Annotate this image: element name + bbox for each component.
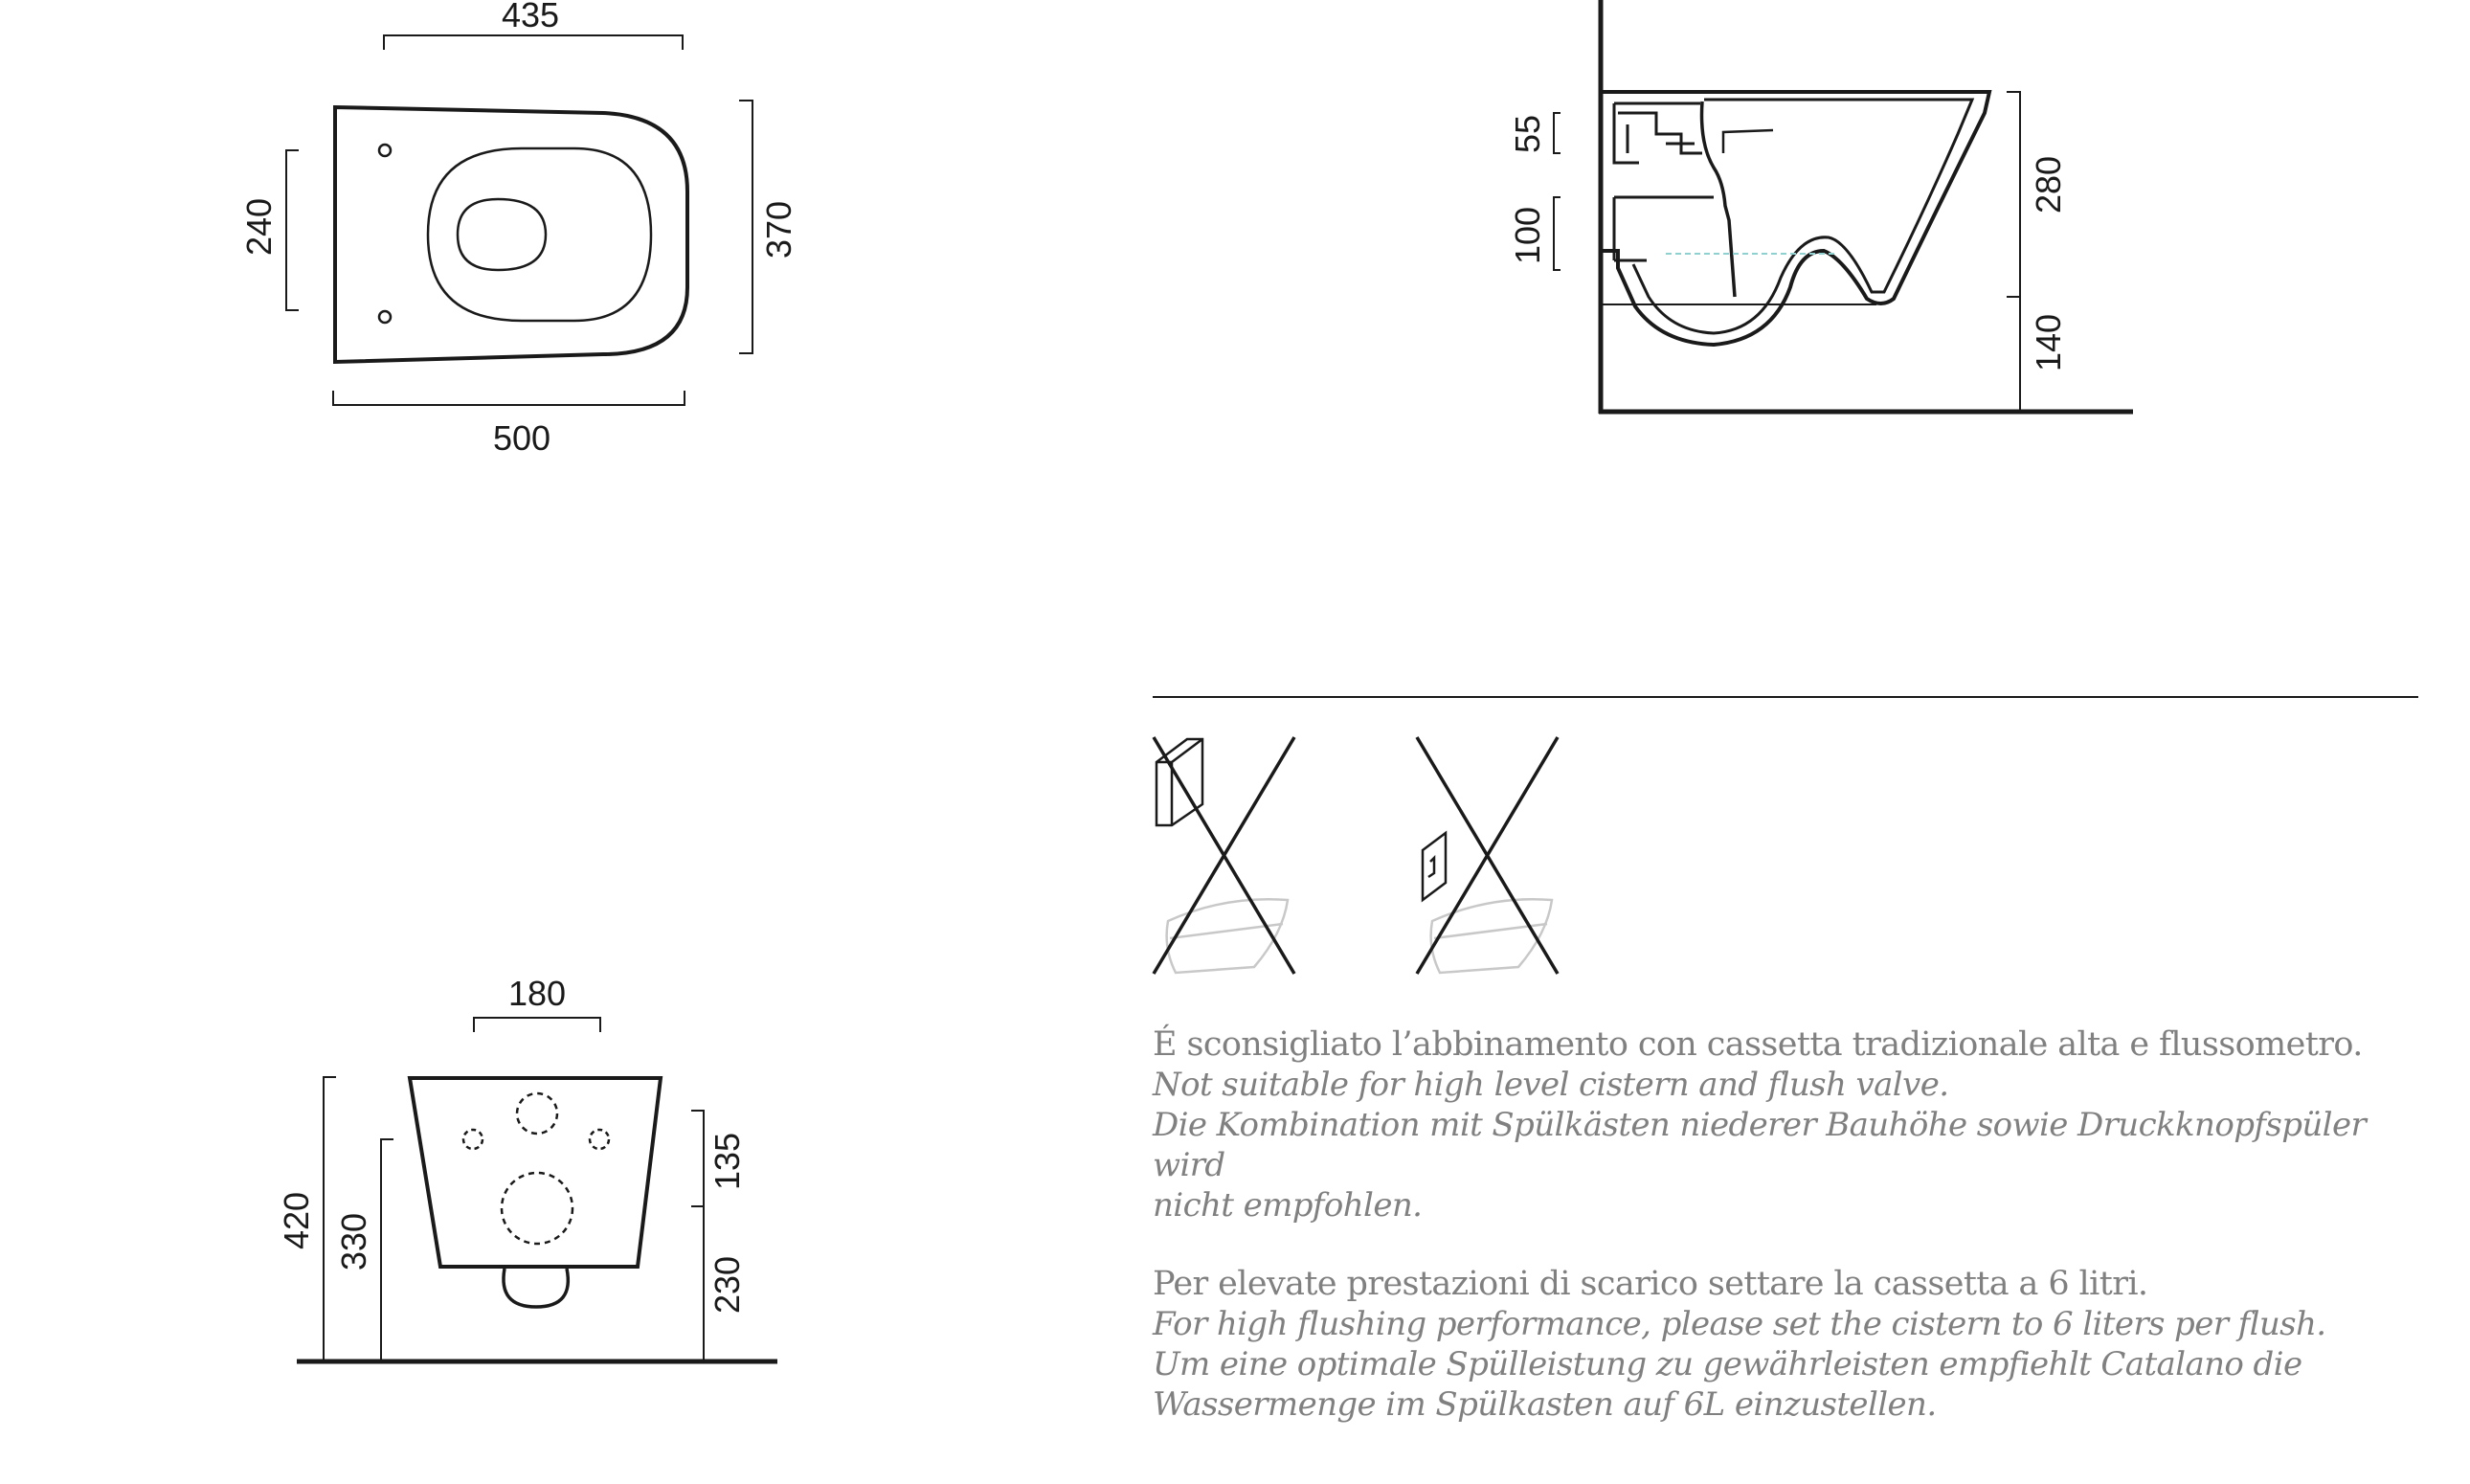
rear-view [297, 1018, 777, 1361]
cross-mark-right [1417, 737, 1558, 974]
top-view-dim-line-435 [384, 35, 683, 50]
top-view-dim-line-500 [333, 391, 685, 405]
rear-view-dim-230: 230 [707, 1255, 747, 1315]
note1-german-line2: nicht empfohlen. [1153, 1186, 1423, 1225]
top-view-dim-500: 500 [492, 418, 551, 458]
cross-mark-left [1154, 737, 1294, 974]
rear-view-dim-line-135-230 [691, 1111, 704, 1361]
flush-valve-not-suitable-icon [1417, 737, 1558, 974]
side-view-inlet [1614, 103, 1702, 163]
note1-italian: É sconsigliato l’abbinamento con cassetta tradizionale alta e flussometro. [1153, 1025, 2363, 1064]
top-view-fixing-hole-bottom [379, 311, 391, 323]
top-view-dim-line-370 [739, 101, 752, 353]
rear-view-fixing-hole-right [590, 1130, 609, 1149]
rear-view-dim-330: 330 [334, 1212, 373, 1271]
side-view-dim-55: 55 [1508, 114, 1547, 154]
rear-view-outlet-hole [502, 1173, 573, 1244]
rear-view-dim-420: 420 [277, 1191, 316, 1250]
top-view-dim-370: 370 [759, 200, 798, 259]
rear-view-dim-135: 135 [707, 1132, 747, 1191]
side-view-bowl-outer [1601, 92, 1989, 345]
side-view-dim-line-55 [1554, 113, 1561, 153]
installation-notes [1153, 1024, 2416, 1425]
flush-valve-plate [1423, 833, 1446, 900]
rear-view-dim-line-330 [381, 1139, 393, 1361]
top-view-rim-opening [428, 148, 651, 321]
top-view-dim-435: 435 [501, 0, 560, 34]
side-view-bowl-inner [1633, 100, 1972, 333]
side-view-dim-line-100 [1554, 197, 1561, 270]
side-view-hook-detail [1723, 130, 1773, 153]
top-view-dim-240: 240 [239, 197, 279, 257]
note2-german-line1: Um eine optimale Spülleistung zu gewährleisten empfiehlt Catalano die [1153, 1345, 2302, 1383]
side-view-dim-line-280-140 [2007, 92, 2020, 412]
top-view-fixing-hole-top [379, 145, 391, 156]
rear-view-dim-line-180 [474, 1018, 600, 1032]
notes-spacer [1153, 1225, 2416, 1264]
note2-english: For high flushing performance, please set the cistern to 6 liters per flush. [1153, 1305, 2326, 1343]
side-view-dim-280: 280 [2029, 155, 2068, 214]
top-view-water-area [458, 199, 546, 270]
note2-german-line2: Wassermenge im Spülkasten auf 6L einzustellen. [1153, 1385, 1937, 1424]
note1-german-line1: Die Kombination mit Spülkästen niederer Bauhöhe sowie Druckknopfspüler wird [1153, 1106, 2367, 1184]
side-view-dim-140: 140 [2029, 313, 2068, 372]
rear-view-fixing-hole-left [463, 1130, 483, 1149]
top-view-dim-line-240 [286, 150, 299, 310]
ghost-bowl-left [1167, 899, 1288, 973]
top-view [286, 35, 752, 405]
rear-view-bowl-outline [410, 1078, 661, 1267]
rear-view-spigot [504, 1269, 568, 1307]
side-view-outlet [1614, 197, 1714, 260]
high-cistern-not-suitable-icon [1154, 737, 1294, 974]
side-view-dim-100: 100 [1508, 206, 1547, 265]
rear-view-inlet-hole [517, 1093, 557, 1134]
note2-italian: Per elevate prestazioni di scarico settare la cassetta a 6 litri. [1153, 1265, 2148, 1303]
note1-english: Not suitable for high level cistern and flush valve. [1153, 1066, 1949, 1104]
rear-view-dim-180: 180 [507, 974, 567, 1013]
